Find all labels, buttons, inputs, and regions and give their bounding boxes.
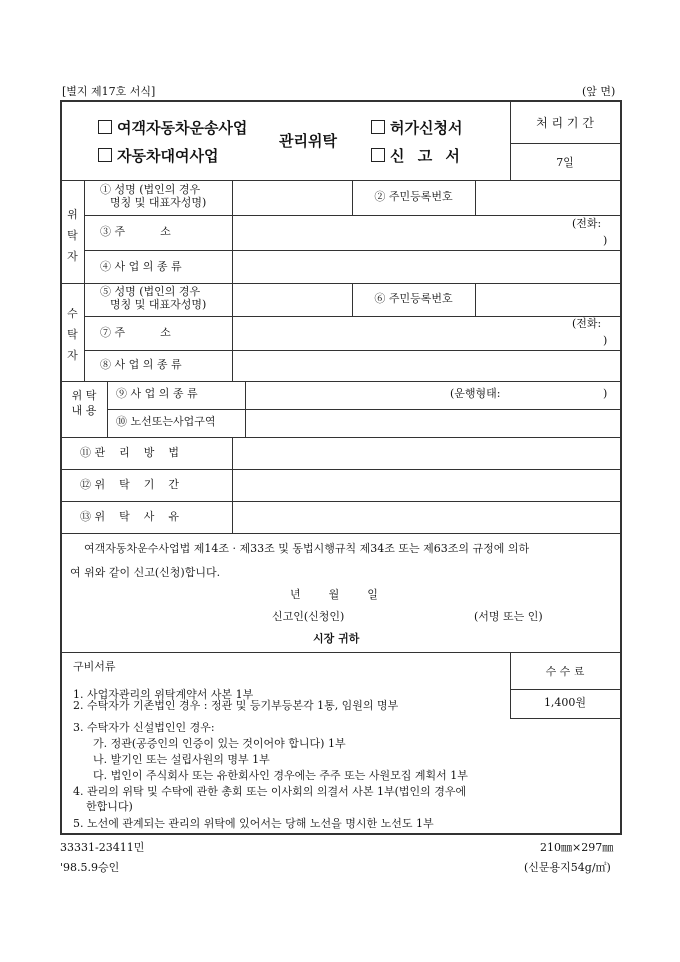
route-input[interactable] [246, 410, 619, 436]
period-input[interactable] [233, 470, 619, 500]
consignee-section-label: 수 탁 자 [67, 307, 78, 362]
consignee-rrn-label: ⑥ 주민등록번호 [374, 292, 453, 305]
doc-item: 5. 노선에 관계되는 관리의 위탁에 있어서는 당해 노선을 명시한 노선도 1부 [73, 817, 434, 830]
operation-type-label: (운행형태: [450, 387, 501, 400]
consignor-address-input[interactable] [233, 216, 563, 249]
option-label: 허가신청서 [390, 119, 463, 137]
checkbox-icon[interactable] [98, 120, 112, 134]
doc-item: 2. 수탁자가 기존법인 경우 : 정관 및 등기부등본각 1통, 임원의 명부 [73, 699, 399, 712]
consignee-name-label: ⑤ 성명 (법인의 경우 [100, 285, 201, 298]
approval-date: '98.5.9승인 [60, 861, 120, 874]
content-section-label-2: 내 용 [71, 404, 97, 417]
consignor-rrn-input[interactable] [476, 181, 619, 214]
fee-label: 수 수 료 [545, 665, 585, 678]
doc-item: 다. 법인이 주식회사 또는 유한회사인 경우에는 주주 또는 사원모집 계획서 1부 [93, 769, 468, 782]
checkbox-icon[interactable] [371, 120, 385, 134]
required-docs-title: 구비서류 [73, 660, 116, 673]
processing-period-label: 처 리 기 간 [536, 116, 594, 130]
consignee-name-label-2: 명칭 및 대표자성명) [110, 298, 207, 311]
form-title: 관리위탁 [279, 132, 337, 150]
paren: ) [603, 334, 608, 347]
paren: ) [603, 234, 608, 247]
consignee-address-label: ⑦ 주 소 [100, 326, 171, 339]
processing-period-value: 7일 [556, 156, 574, 169]
option-label: 여객자동차운송사업 [117, 119, 248, 137]
addressee: 시장 귀하 [313, 632, 360, 645]
content-business-label: ⑨ 사 업 의 종 류 [116, 387, 198, 400]
doc-item: 나. 발기인 또는 설립사원의 명부 1부 [93, 753, 270, 766]
date-line: 년 월 일 [290, 588, 378, 601]
checkbox-icon[interactable] [98, 148, 112, 162]
method-input[interactable] [233, 438, 619, 468]
option-report[interactable] [371, 148, 460, 165]
consignor-name-input[interactable] [233, 181, 351, 214]
consignee-phone-label: (전화: [572, 317, 602, 330]
option-car-rental[interactable] [98, 148, 218, 165]
doc-item: 1. 사업자관리의 위탁계약서 사본 1부 [73, 688, 254, 701]
doc-item: 한합니다) [86, 800, 133, 813]
route-label: ⑩ 노선또는사업구역 [116, 415, 216, 428]
form-number: [별지 제17호 서식] [62, 85, 156, 98]
paper-size: 210㎜×297㎜ [540, 841, 614, 854]
consignee-name-input[interactable] [233, 284, 351, 315]
doc-item: 4. 관리의 위탁 및 수탁에 관한 총회 또는 이사회의 의결서 사본 1부(법인의 경우에 [73, 785, 467, 798]
consignor-name-label-2: 명칭 및 대표자성명) [110, 196, 207, 209]
option-label: 신 고 서 [390, 147, 460, 165]
checkbox-icon[interactable] [371, 148, 385, 162]
reason-label: ⑬ 위 탁 사 유 [80, 510, 179, 523]
form-code: 33331-23411민 [60, 841, 145, 854]
doc-item: 가. 정관(공증인의 인증이 있는 것이어야 합니다) 1부 [93, 737, 346, 750]
consignor-phone-label: (전화: [572, 217, 602, 230]
option-passenger-transport[interactable] [98, 120, 247, 137]
content-section-label: 위 탁 [71, 389, 97, 402]
consignee-business-input[interactable] [233, 351, 619, 380]
option-label: 자동차대여사업 [117, 147, 219, 165]
consignor-business-input[interactable] [233, 251, 619, 282]
doc-item: 3. 수탁자가 신설법인인 경우: [73, 721, 215, 734]
period-label: ⑫ 위 탁 기 간 [80, 478, 179, 491]
reason-input[interactable] [233, 502, 619, 532]
consignee-address-input[interactable] [233, 317, 563, 349]
paper-type: (신문용지54g/㎡) [524, 861, 611, 874]
applicant-label: 신고인(신청인) [272, 610, 345, 623]
page-side: (앞 면) [582, 85, 616, 98]
signature-label: (서명 또는 인) [474, 610, 543, 623]
consignor-rrn-label: ② 주민등록번호 [374, 190, 453, 203]
paren: ) [603, 387, 608, 400]
method-label: ⑪ 관 리 방 법 [80, 446, 179, 459]
consignee-rrn-input[interactable] [476, 284, 619, 315]
declaration-text: 여객자동차운수사업법 제14조 · 제33조 및 동법시행규칙 제34조 또는 제63조의 규정에 의하 [84, 542, 530, 555]
consignee-business-label: ⑧ 사 업 의 종 류 [100, 358, 182, 371]
consignor-address-label: ③ 주 소 [100, 225, 171, 238]
declaration-text-2: 여 위와 같이 신고(신청)합니다. [70, 566, 221, 579]
consignor-section-label: 위 탁 자 [67, 208, 78, 263]
consignor-name-label: ① 성명 (법인의 경우 [100, 183, 201, 196]
option-permit-application[interactable] [371, 120, 462, 137]
fee-value: 1,400원 [543, 696, 587, 709]
consignor-business-label: ④ 사 업 의 종 류 [100, 260, 182, 273]
